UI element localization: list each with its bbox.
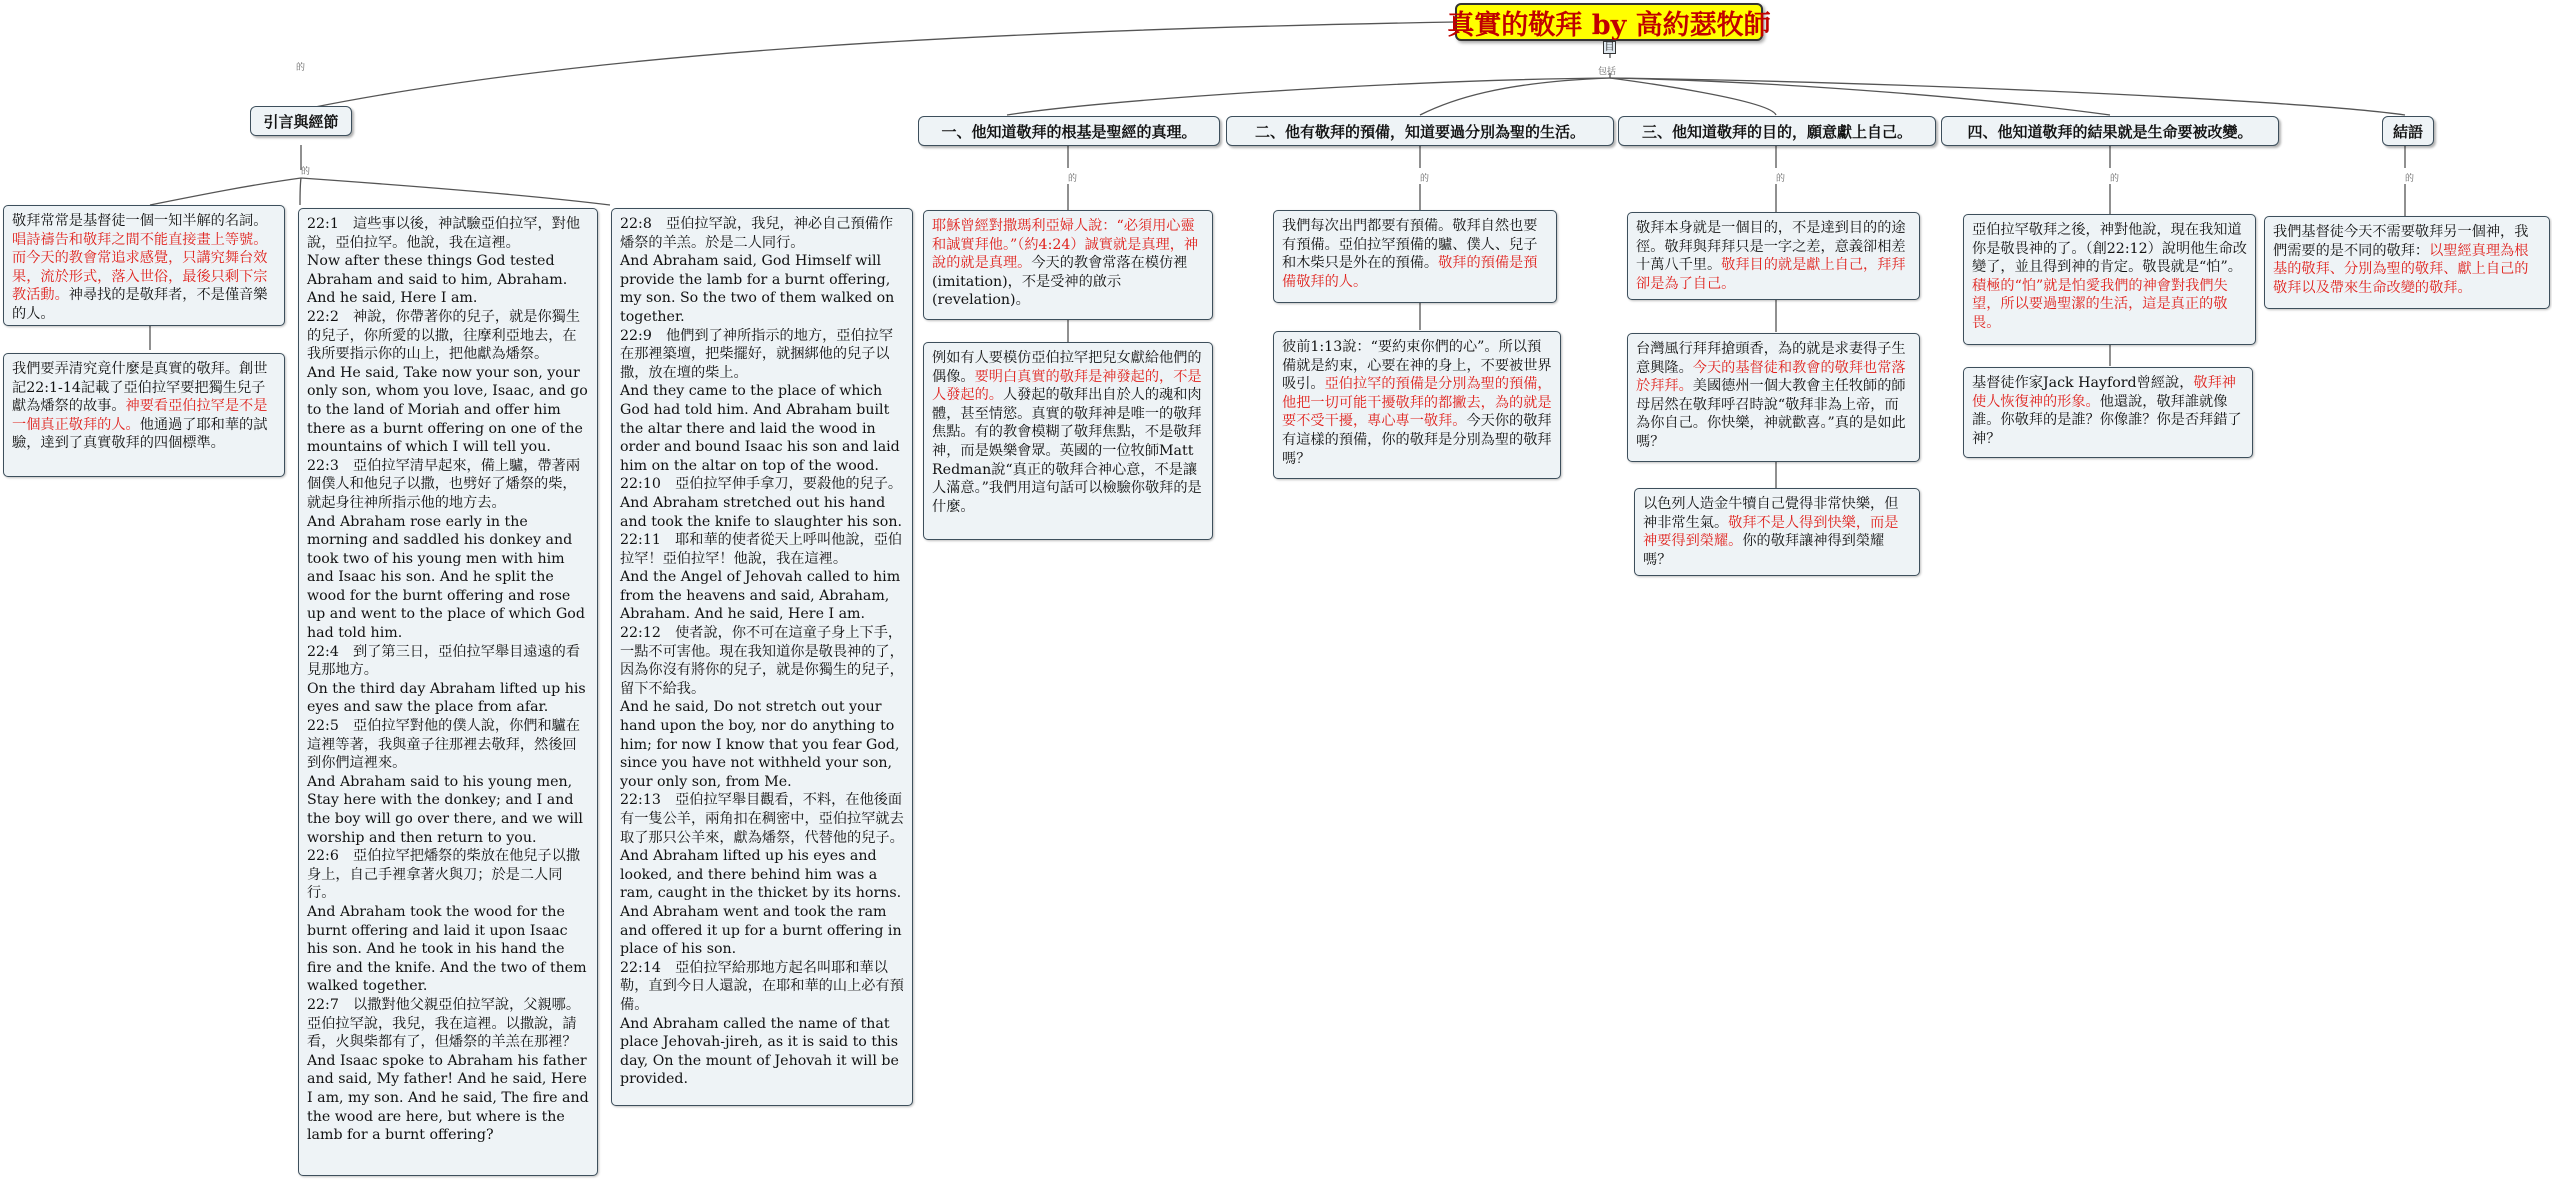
relation-label-de: 的: [296, 63, 306, 73]
relation-label-de: 的: [1066, 173, 1076, 182]
note-text: 台灣風行拜拜搶頭香，為的就是求妻得子生意興隆。: [1636, 341, 1906, 376]
note-t1-2[interactable]: [923, 342, 1213, 540]
note-text: 我們要弄清究竟什麼是真實的敬拜。創世記22:1-14記載了亞伯拉罕要把獨生兒子獻為燔祭的故事。: [12, 361, 268, 415]
note-text: 例如有人要模仿亞伯拉罕把兒女獻給他們的偶像。: [932, 350, 1202, 385]
highlight-text: 敬拜的預備是預備敬拜的人。: [1282, 255, 1538, 290]
note-text: 你的敬拜讓神得到榮耀嗎？: [1643, 533, 1885, 568]
note-text: 他還說，敬拜誰就像誰。你敬拜的是誰？你像誰？你是否拜錯了神？: [1972, 393, 2242, 447]
note-text: 美國德州一個大教會主任牧師的師母居然在敬拜呼召時說“敬拜非為上帝，而為你自己。你快樂，神就歡喜。”真的是如此嗎？: [1636, 378, 1906, 450]
highlight-text: 今天的基督徒和教會的敬拜也常落於拜拜。: [1636, 359, 1906, 395]
highlight-text: 敬拜不是人得到快樂，而是神要得到榮耀。: [1643, 514, 1899, 550]
relation-label-baokuo: 包括: [1598, 67, 1617, 77]
note-text: 亞伯拉罕敬拜之後，神對他說，現在我知道你是敬畏神的了。（創22:12）說明他生命改變了，並且得到神的肯定。敬畏就是“怕”。: [1972, 222, 2247, 276]
highlight-text: 敬拜神使人恢復神的形象。: [1972, 375, 2236, 410]
highlight-text: 神要看亞伯拉罕是不是一個真正敬拜的人。: [12, 398, 268, 433]
topic-t1[interactable]: 一、他知道敬拜的根基是聖經的真理。: [918, 116, 1220, 146]
note-text: 基督徒作家Jack Hayford曾經說，: [1972, 375, 2194, 391]
highlight-text: 要明白真實的敬拜是神發起的，不是人發起的。: [932, 368, 1202, 404]
note-t3-3[interactable]: [1634, 488, 1920, 576]
highlight-text: 耶穌曾經對撒瑪利亞婦人說：“必須用心靈和誠實拜他。”（約4:24）誠實就是真理，神說的就是真理。: [932, 218, 1199, 272]
note-intro-2[interactable]: [3, 353, 285, 477]
topic-intro[interactable]: 引言與經節: [250, 106, 352, 136]
topic-t3[interactable]: 三、他知道敬拜的目的，願意獻上自己。: [1618, 116, 1936, 146]
note-text: 我們基督徒今天不需要敬拜另一個神，我們需要的是不同的敬拜：: [2273, 224, 2529, 259]
note-t4-1[interactable]: [1963, 214, 2256, 345]
note-text: 今天你的敬拜有這樣的預備，你的敬拜是分別為聖的敬拜嗎？: [1282, 413, 1552, 467]
topic-conclusion[interactable]: 結語: [2382, 116, 2434, 146]
note-t4-2[interactable]: [1963, 367, 2253, 458]
expand-toggle-icon[interactable]: 目: [1604, 42, 1615, 53]
highlight-text: 以聖經真理為根基的敬拜、分別為聖的敬拜、獻上自己的敬拜以及帶來生命改變的敬拜。: [2273, 242, 2529, 296]
note-t1-1[interactable]: [923, 210, 1213, 320]
note-text: 我們每次出門都要有預備。敬拜自然也要有預備。亞伯拉罕預備的驢、僕人、兒子和木柴只是外在的預備。: [1282, 218, 1538, 272]
topic-t4[interactable]: 四、他知道敬拜的結果就是生命要被改變。: [1941, 116, 2279, 146]
note-intro-1[interactable]: [3, 205, 285, 326]
note-text: 人發起的敬拜出自於人的魂和肉體，甚至情慾。真實的敬拜神是唯一的敬拜焦點。有的教會模糊了敬拜焦點，不是敬拜神，而是娛樂會眾。英國的一位牧師Matt Redman說“真正的敬拜合神心意，不是讓人滿意。”我們用這句話可以檢驗你敬拜的是什麼。: [932, 387, 1202, 515]
relation-label-de: 的: [299, 166, 309, 175]
relation-label-de: 的: [1774, 173, 1784, 182]
note-t3-2[interactable]: [1627, 333, 1920, 462]
note-text: 22:8 亞伯拉罕說，我兒，神必自己預備作燔祭的羊羔。於是二人同行。 And Abraham said, God Himself will provide the lamb for a burnt offering, my son. So the two of them walked on together. 22:9 他們到了神所指示的地方，亞伯拉罕在那裡築壇，把柴擺好，就捆綁他的兒子以撒，放在壇的柴上。 And they came to the place of which God had told him. And Abraham built the altar there and laid the wood in order and bound Isaac his son and laid him on the altar on top of the wood. 22:10 亞伯拉罕伸手拿刀，要殺他的兒子。 And Abraham stretched out his hand and took the knife to slaughter his son. 22:11 耶和華的使者從天上呼叫他說，亞伯拉罕！亞伯拉罕！他說，我在這裡。 And the Angel of Jehovah called to him from the heavens and said, Abraham, Abraham. And he said, Here I am. 22:12 使者說，你不可在這童子身上下手，一點不可害他。現在我知道你是敬畏神的了，因為你沒有將你的兒子，就是你獨生的兒子，留下不給我。 And he said, Do not stretch out your hand upon the boy, nor do anything to him; for now I know that you fear God, since you have not withheld your son, your only son, from Me. 22:13 亞伯拉罕舉目觀看，不料，在他後面有一隻公羊，兩角扣在稠密中，亞伯拉罕就去取了那只公羊來，獻為燔祭，代替他的兒子。 And Abraham lifted up his eyes and looked, and there behind him was a ram, caught in the thicket by its horns. And Abraham went and took the ram and offered it up for a burnt offering in place of his son. 22:14 亞伯拉罕給那地方起名叫耶和華以勒，直到今日人還說，在耶和華的山上必有預備。 And Abraham called the name of that place Jehovah-jireh, as it is said to this day, On the mount of Jehovah it will be provided.: [620, 216, 904, 1088]
relation-label-de: 的: [2108, 173, 2118, 182]
note-intro-4[interactable]: [611, 208, 913, 1106]
highlight-text: 積極的“怕”就是怕愛我們的神會對我們失望，所以要過聖潔的生活，這是真正的敬畏。: [1972, 277, 2228, 331]
relation-label-de: 的: [2403, 173, 2413, 182]
note-t3-1[interactable]: [1627, 212, 1920, 300]
note-intro-3[interactable]: [298, 208, 598, 1176]
note-text: 敬拜本身就是一個目的，不是達到目的的途徑。敬拜與拜拜只是一字之差，意義卻相差十萬八千里。: [1636, 220, 1906, 274]
note-t2-1[interactable]: [1273, 210, 1557, 303]
note-text: 22:1 這些事以後，神試驗亞伯拉罕，對他說，亞伯拉罕。他說，我在這裡。 Now after these things God tested Abraham and said to him, Abraham. And he said, Here I am. 22:2 神說，你帶著你的兒子，就是你獨生的兒子，你所愛的以撒，往摩利亞地去，在我所要指示你的山上，把他獻為燔祭。 And He said, Take now your son, your only son, whom you love, Isaac, and go to the land of Moriah and offer him there as a burnt offering on one of the mountains of which I will tell you. 22:3 亞伯拉罕清早起來，備上驢，帶著兩個僕人和他兒子以撒，也劈好了燔祭的柴，就起身往神所指示他的地方去。 And Abraham rose early in the morning and saddled his donkey and took two of his young men with him and Isaac his son. And he split the wood for the burnt offering and rose up and went to the place of which God had told him. 22:4 到了第三日，亞伯拉罕舉目遠遠的看見那地方。 On the third day Abraham lifted up his eyes and saw the place from afar. 22:5 亞伯拉罕對他的僕人說，你們和驢在這裡等著，我與童子往那裡去敬拜，然後回到你們這裡來。 And Abraham said to his young men, Stay here with the donkey; and I and the boy will go over there, and we will worship and then return to you. 22:6 亞伯拉罕把燔祭的柴放在他兒子以撒身上，自己手裡拿著火與刀；於是二人同行。 And Abraham took the wood for the burnt offering and laid it upon Isaac his son. And he took in his hand the fire and the knife. And the two of them walked together. 22:7 以撒對他父親亞伯拉罕說，父親哪。亞伯拉罕說，我兒，我在這裡。以撒說，請看，火與柴都有了，但燔祭的羊羔在那裡？ And Isaac spoke to Abraham his father and said, My father! And he said, Here I am, my son. And he said, The fire and the wood are here, but where is the lamb for a burnt offering?: [307, 216, 589, 1144]
note-t2-2[interactable]: [1273, 331, 1561, 479]
note-text: 今天的教會常落在模仿裡(imitation)，不是受神的啟示(revelation)。: [932, 255, 1188, 309]
highlight-text: 唱詩禱告和敬拜之間不能直接畫上等號。而今天的教會常追求感覺，只講究舞台效果，流於形式，落入世俗，最後只剩下宗教活動。: [12, 231, 268, 304]
note-text: 他通過了耶和華的試驗，達到了真實敬拜的四個標準。: [12, 416, 268, 452]
highlight-text: 敬拜目的就是獻上自己，拜拜卻是為了自己。: [1636, 257, 1906, 292]
note-text: 神尋找的是敬拜者，不是僅音樂的人。: [12, 287, 268, 322]
note-text: 以色列人造金牛犢自己覺得非常快樂，但神非常生氣。: [1643, 496, 1899, 531]
topic-t2[interactable]: 二、他有敬拜的預備，知道要過分別為聖的生活。: [1226, 116, 1614, 146]
root-topic[interactable]: 真實的敬拜 by 高約瑟牧師: [1455, 3, 1763, 41]
note-text: 彼前1:13說：“要約束你們的心”。所以預備就是約束，心要在神的身上，不要被世界吸引。: [1282, 339, 1552, 393]
highlight-text: 亞伯拉罕的預備是分別為聖的預備，他把一切可能干擾敬拜的都撇去，為的就是要不受干擾，專心專一敬拜。: [1282, 376, 1552, 430]
note-c-1[interactable]: [2264, 216, 2550, 309]
note-text: 敬拜常常是基督徒一個一知半解的名詞。: [12, 213, 268, 229]
relation-label-de: 的: [1418, 173, 1428, 182]
